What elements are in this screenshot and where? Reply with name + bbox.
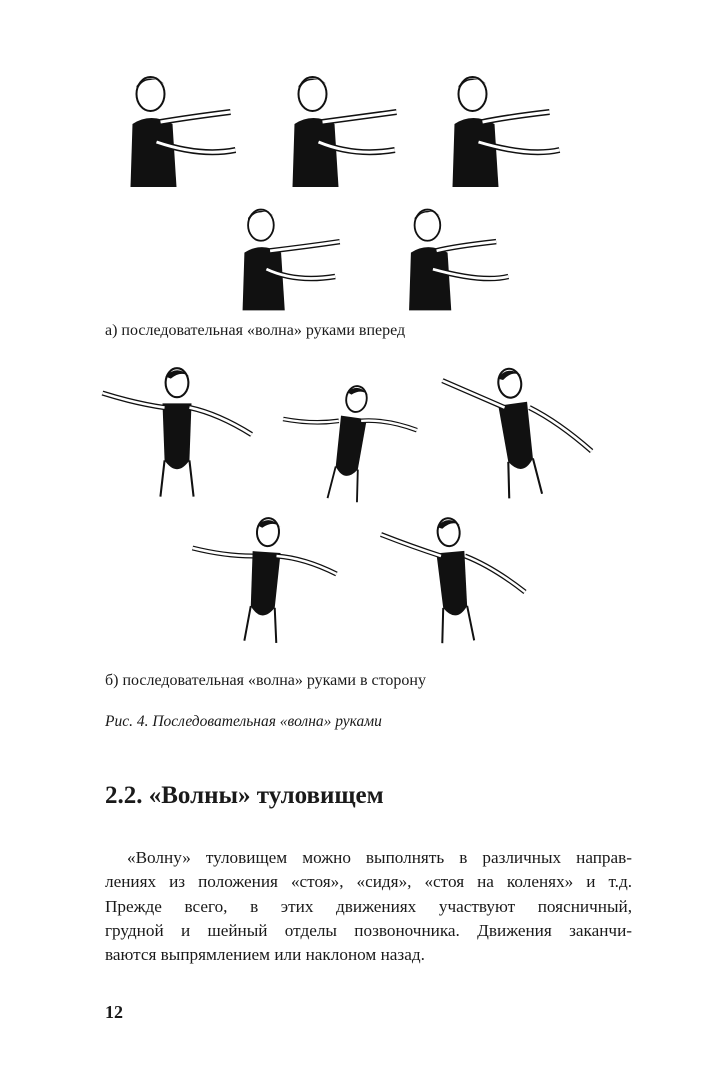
figure-standing-arms-side — [182, 512, 347, 652]
figure-title: Рис. 4. Последовательная «волна» руками — [105, 713, 382, 730]
figure-standing-arms-side — [92, 362, 262, 507]
caption-b: б) последовательная «волна» руками в сторону — [105, 672, 426, 689]
paragraph-line: «Волну» туловищем можно выполнять в различных направ- — [127, 848, 632, 867]
section-heading: 2.2. «Волны» туловищем — [105, 782, 384, 809]
paragraph-line: ваются выпрямлением или наклоном назад. — [105, 945, 425, 965]
paragraph-line: Прежде всего, в этих движениях участвуют поясничный, — [105, 896, 632, 916]
figure-standing-arms-side — [265, 380, 435, 510]
paragraph-line: грудной и шейный отделы позвоночника. Движения заканчи- — [105, 920, 632, 940]
body-paragraph — [105, 846, 632, 967]
figure-standing-arms-side — [368, 512, 538, 652]
figure-standing-arms-side — [432, 362, 602, 507]
paragraph-line: лениях из положения «стоя», «сидя», «стоя на коленях» и т.д. — [105, 872, 632, 892]
figure-bust-arms-forward — [280, 72, 415, 192]
figure-bust-arms-forward — [440, 72, 575, 192]
page-number: 12 — [105, 1002, 123, 1022]
figure-bust-arms-forward — [118, 72, 253, 192]
figure-bust-arms-forward — [228, 205, 358, 315]
caption-a: а) последовательная «волна» руками вперед — [105, 322, 406, 339]
figure-bust-arms-forward — [392, 205, 527, 315]
